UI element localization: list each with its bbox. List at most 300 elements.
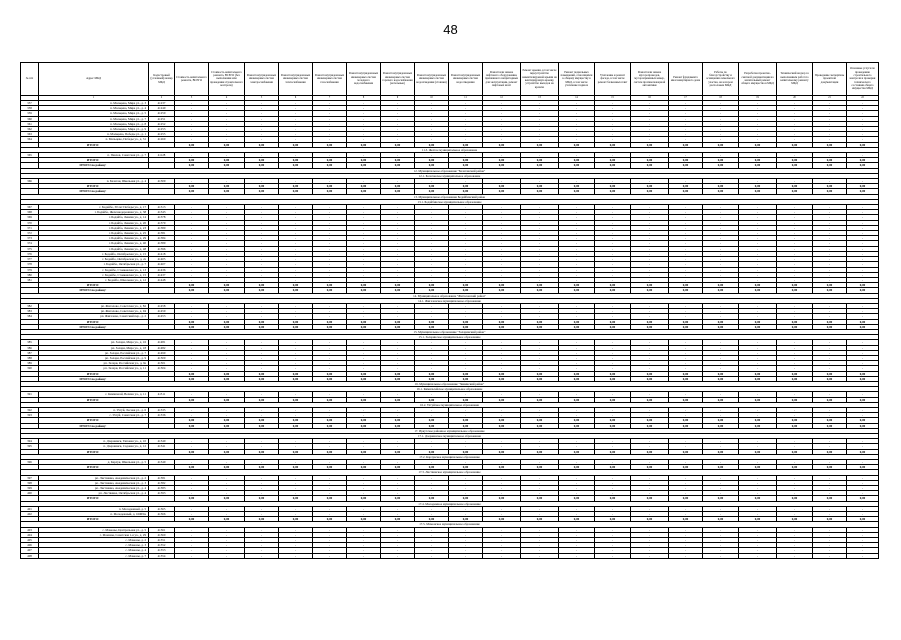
total-value: 0,00 [521, 319, 559, 324]
total-value: 0,00 [245, 142, 279, 147]
row-value: - [279, 272, 313, 277]
row-value: - [521, 480, 559, 485]
total-value: 0,00 [415, 449, 449, 454]
total-value: 0,00 [847, 397, 879, 402]
row-value: - [559, 527, 595, 532]
row-value: - [559, 553, 595, 558]
total-value: 0,00 [175, 449, 209, 454]
row-value: - [739, 257, 777, 262]
row-value: - [739, 361, 777, 366]
row-value: - [631, 257, 669, 262]
row-value: - [703, 303, 739, 308]
row-value: - [381, 241, 415, 246]
row-value: - [813, 132, 847, 137]
total-value: 0,00 [521, 142, 559, 147]
row-value: - [813, 512, 847, 517]
row-address: рп. Залари, Мира ул., д. 16 [39, 340, 149, 345]
total-value: 0,00 [669, 324, 703, 329]
row-address: г. Бодайбо, Ленина ул., д. 25 [39, 231, 149, 236]
row-value: - [777, 225, 813, 230]
total-value: 0,00 [313, 189, 347, 194]
total-value: 0,00 [175, 163, 209, 168]
row-value: - [669, 225, 703, 230]
row-value: - [521, 392, 559, 397]
row-value: - [669, 137, 703, 142]
row-value: - [739, 548, 777, 553]
row-value: - [777, 486, 813, 491]
total-value: 0,00 [521, 517, 559, 522]
total-value: 0,00 [279, 371, 313, 376]
row-value: - [209, 413, 245, 418]
total-value: 0,00 [739, 184, 777, 189]
total-value: 0,00 [483, 449, 521, 454]
row-value: - [777, 392, 813, 397]
row-address: с. Мамоны, Советская 1-я ул., д. 29 [39, 532, 149, 537]
total-value: 0,00 [209, 397, 245, 402]
row-value: - [175, 444, 209, 449]
total-value: 0,00 [739, 283, 777, 288]
column-header: Ремонт внутридомовых инженерных систем электроснабжения [245, 63, 279, 96]
row-address: с. Мамоны, Центральная ул., д. 5 [39, 527, 149, 532]
row-value: - [175, 205, 209, 210]
row-value: - [347, 527, 381, 532]
column-header: Ремонт или замена мусоропроводов, мусороприемных камер, систем противопожарной автоматики [631, 63, 669, 96]
row-value: - [245, 303, 279, 308]
row-value: - [777, 506, 813, 511]
row-value: - [415, 355, 449, 360]
total-value: 0,00 [847, 189, 879, 194]
row-value: - [777, 262, 813, 267]
row-value: - [449, 251, 483, 256]
row-value: - [245, 486, 279, 491]
total-value: 0,00 [703, 319, 739, 324]
row-value: - [381, 553, 415, 558]
total-value: 0,00 [739, 465, 777, 470]
row-value: - [381, 350, 415, 355]
row-value: - [521, 527, 559, 532]
row-value: - [739, 444, 777, 449]
row-value: - [559, 251, 595, 256]
total-value: 0,00 [847, 376, 879, 381]
row-value: - [313, 439, 347, 444]
total-value: 0,00 [669, 163, 703, 168]
index-cell: 13 [521, 96, 559, 101]
total-value: 0,00 [175, 397, 209, 402]
row-value: - [415, 340, 449, 345]
row-value: - [847, 153, 879, 158]
row-value: - [847, 246, 879, 251]
row-address: г. Бодайбо, Ленина ул., д. 23 [39, 225, 149, 230]
row-value: - [279, 225, 313, 230]
column-header: Ремонт внутридомовых инженерных систем теплоснабжения [279, 63, 313, 96]
total-value: 0,00 [521, 376, 559, 381]
row-value: - [483, 532, 521, 537]
total-value: 0,00 [669, 465, 703, 470]
total-value: 0,00 [739, 319, 777, 324]
total-value: 0,00 [559, 517, 595, 522]
row-value: - [245, 241, 279, 246]
row-value: - [813, 220, 847, 225]
row-value: - [209, 257, 245, 262]
row-value: - [175, 512, 209, 517]
total-value: 0,00 [813, 158, 847, 163]
row-value: - [381, 267, 415, 272]
row-value: - [813, 340, 847, 345]
row-value: - [813, 543, 847, 548]
row-value: - [483, 355, 521, 360]
row-value: - [209, 444, 245, 449]
total-value: 0,00 [279, 158, 313, 163]
row-value: - [521, 548, 559, 553]
row-value: - [279, 137, 313, 142]
total-value: 0,00 [381, 142, 415, 147]
total-value: 0,00 [175, 418, 209, 423]
row-value: - [703, 225, 739, 230]
total-label: ИТОГО: [39, 371, 149, 376]
row-value: - [703, 272, 739, 277]
total-value: 0,00 [669, 283, 703, 288]
row-value: - [381, 101, 415, 106]
row-value: - [813, 460, 847, 465]
row-value: - [347, 137, 381, 142]
column-header: Адрес МКД [39, 63, 149, 96]
row-value: - [175, 392, 209, 397]
row-value: - [847, 132, 879, 137]
row-value: - [347, 491, 381, 496]
row-value: - [703, 111, 739, 116]
row-value: - [175, 475, 209, 480]
total-value: 0,00 [209, 288, 245, 293]
row-value: - [703, 127, 739, 132]
row-value: - [669, 543, 703, 548]
row-cadastral: 41250 [149, 111, 175, 116]
row-value: - [209, 241, 245, 246]
row-cadastral: 41378 [149, 215, 175, 220]
row-value: - [381, 392, 415, 397]
row-value: - [449, 444, 483, 449]
total-value: 0,00 [847, 449, 879, 454]
total-label: ИТОГО: [39, 142, 149, 147]
row-value: - [813, 444, 847, 449]
row-value: - [739, 512, 777, 517]
row-value: - [175, 132, 209, 137]
row-address: с. Мамоны, д. 4 [39, 548, 149, 553]
row-value: - [777, 553, 813, 558]
total-label: ИТОГО по району: [39, 163, 149, 168]
total-value: 0,00 [595, 496, 631, 501]
total-value: 0,00 [703, 288, 739, 293]
total-value: 0,00 [483, 163, 521, 168]
total-value: 0,00 [347, 288, 381, 293]
total-value: 0,00 [279, 184, 313, 189]
row-value: - [739, 179, 777, 184]
index-cell: 12 [483, 96, 521, 101]
total-value: 0,00 [449, 184, 483, 189]
row-value: - [559, 355, 595, 360]
total-value: 0,00 [279, 142, 313, 147]
total-value: 0,00 [347, 283, 381, 288]
row-cadastral: 41561 [149, 527, 175, 532]
row-value: - [559, 309, 595, 314]
row-value: - [209, 350, 245, 355]
row-value: - [313, 153, 347, 158]
row-value: - [415, 106, 449, 111]
row-value: - [313, 548, 347, 553]
row-value: - [777, 512, 813, 517]
row-value: - [703, 314, 739, 319]
total-value: 0,00 [631, 423, 669, 428]
total-value: 0,00 [449, 189, 483, 194]
row-value: - [415, 246, 449, 251]
row-number: 375 [21, 246, 39, 251]
row-value: - [209, 205, 245, 210]
row-cadastral: 41379 [149, 220, 175, 225]
row-value: - [847, 179, 879, 184]
row-value: - [777, 132, 813, 137]
row-value: - [245, 215, 279, 220]
row-value: - [449, 527, 483, 532]
row-number: 397 [21, 475, 39, 480]
row-value: - [521, 267, 559, 272]
row-value: - [559, 361, 595, 366]
row-cadastral: 41128 [149, 153, 175, 158]
row-value: - [449, 506, 483, 511]
total-value: 0,00 [415, 163, 449, 168]
row-value: - [739, 506, 777, 511]
row-cadastral: 41251 [149, 116, 175, 121]
total-value: 0,00 [381, 465, 415, 470]
total-value: 0,00 [449, 163, 483, 168]
row-value: - [847, 444, 879, 449]
total-value: 0,00 [813, 288, 847, 293]
row-value: - [245, 527, 279, 532]
row-value: - [595, 309, 631, 314]
row-value: - [847, 215, 879, 220]
row-value: - [739, 407, 777, 412]
total-value: 0,00 [559, 371, 595, 376]
total-value: 0,00 [521, 397, 559, 402]
row-value: - [595, 272, 631, 277]
row-value: - [559, 101, 595, 106]
total-value: 0,00 [449, 142, 483, 147]
row-value: - [669, 392, 703, 397]
row-value: - [415, 251, 449, 256]
total-value: 0,00 [847, 283, 879, 288]
row-value: - [209, 106, 245, 111]
row-value: - [449, 101, 483, 106]
total-value: 0,00 [813, 465, 847, 470]
repair-table-sheet [20, 62, 876, 559]
row-value: - [449, 543, 483, 548]
row-value: - [279, 548, 313, 553]
row-value: - [415, 460, 449, 465]
row-number: 383 [21, 309, 39, 314]
row-value: - [595, 267, 631, 272]
row-value: - [703, 179, 739, 184]
row-value: - [313, 538, 347, 543]
total-value: 0,00 [175, 142, 209, 147]
row-value: - [777, 246, 813, 251]
row-value: - [175, 220, 209, 225]
row-value: - [847, 512, 879, 517]
row-value: - [739, 205, 777, 210]
row-value: - [669, 179, 703, 184]
row-value: - [209, 527, 245, 532]
row-value: - [209, 215, 245, 220]
row-value: - [245, 137, 279, 142]
row-value: - [631, 543, 669, 548]
row-value: - [245, 475, 279, 480]
total-value: 0,00 [559, 449, 595, 454]
row-value: - [739, 277, 777, 282]
row-value: - [813, 480, 847, 485]
total-value: 0,00 [559, 465, 595, 470]
row-value: - [415, 179, 449, 184]
row-value: - [175, 506, 209, 511]
row-value: - [631, 350, 669, 355]
row-value: - [279, 116, 313, 121]
total-value: 0,00 [595, 184, 631, 189]
row-value: - [631, 267, 669, 272]
row-value: - [703, 538, 739, 543]
total-value: 0,00 [415, 418, 449, 423]
row-value: - [669, 480, 703, 485]
total-value: 0,00 [847, 423, 879, 428]
row-number: 396 [21, 460, 39, 465]
row-value: - [669, 215, 703, 220]
total-value: 0,00 [777, 397, 813, 402]
row-value: - [381, 106, 415, 111]
row-value: - [347, 225, 381, 230]
row-value: - [703, 251, 739, 256]
table-body [21, 96, 879, 559]
total-value: 0,00 [739, 158, 777, 163]
row-value: - [175, 486, 209, 491]
row-number: 367 [21, 205, 39, 210]
row-value: - [631, 106, 669, 111]
row-value: - [415, 137, 449, 142]
total-value: 0,00 [813, 324, 847, 329]
row-value: - [521, 127, 559, 132]
row-value: - [669, 512, 703, 517]
row-value: - [279, 480, 313, 485]
row-value: - [381, 355, 415, 360]
row-value: - [483, 257, 521, 262]
row-value: - [847, 361, 879, 366]
row-value: - [631, 345, 669, 350]
row-value: - [347, 407, 381, 412]
row-value: - [313, 444, 347, 449]
row-value: - [595, 350, 631, 355]
row-number: 401 [21, 506, 39, 511]
row-value: - [631, 355, 669, 360]
total-value: 0,00 [175, 496, 209, 501]
row-value: - [279, 121, 313, 126]
row-value: - [347, 101, 381, 106]
row-value: - [595, 361, 631, 366]
row-value: - [415, 220, 449, 225]
row-value: - [813, 314, 847, 319]
row-value: - [631, 506, 669, 511]
row-value: - [777, 231, 813, 236]
row-value: - [631, 251, 669, 256]
row-value: - [777, 532, 813, 537]
row-value: - [595, 262, 631, 267]
column-header: Ремонт внутридомовых инженерных систем холодного водоснабжения [347, 63, 381, 96]
row-value: - [631, 272, 669, 277]
row-value: - [347, 345, 381, 350]
row-value: - [669, 340, 703, 345]
row-value: - [175, 340, 209, 345]
total-value: 0,00 [313, 184, 347, 189]
row-value: - [483, 444, 521, 449]
row-value: - [279, 460, 313, 465]
row-address: рп. Листвянка, Академическая ул., д. 3 [39, 480, 149, 485]
row-value: - [415, 205, 449, 210]
row-value: - [381, 527, 415, 532]
row-value: - [245, 548, 279, 553]
total-value: 0,00 [559, 423, 595, 428]
row-value: - [777, 413, 813, 418]
total-value: 0,00 [595, 288, 631, 293]
row-value: - [449, 345, 483, 350]
row-value: - [209, 345, 245, 350]
row-value: - [347, 439, 381, 444]
row-value: - [703, 246, 739, 251]
row-number: 373 [21, 236, 39, 241]
total-value: 0,00 [381, 423, 415, 428]
row-value: - [595, 137, 631, 142]
total-value: 0,00 [703, 142, 739, 147]
row-value: - [245, 106, 279, 111]
total-value: 0,00 [449, 418, 483, 423]
row-value: - [415, 532, 449, 537]
total-value: 0,00 [847, 465, 879, 470]
row-cadastral: 41253 [149, 127, 175, 132]
row-value: - [559, 241, 595, 246]
total-value: 0,00 [777, 283, 813, 288]
total-value: 0,00 [703, 283, 739, 288]
row-value: - [245, 444, 279, 449]
total-value: 0,00 [595, 158, 631, 163]
row-value: - [631, 210, 669, 215]
row-value: - [313, 116, 347, 121]
row-value: - [449, 303, 483, 308]
row-value: - [559, 121, 595, 126]
row-value: - [449, 309, 483, 314]
total-value: 0,00 [703, 163, 739, 168]
total-value: 0,00 [415, 376, 449, 381]
row-cadastral: 41453 [149, 314, 175, 319]
row-value: - [847, 486, 879, 491]
row-value: - [631, 413, 669, 418]
total-value: 0,00 [813, 163, 847, 168]
total-value: 0,00 [245, 324, 279, 329]
row-value: - [703, 480, 739, 485]
row-value: - [175, 491, 209, 496]
row-value: - [347, 392, 381, 397]
row-value: - [777, 106, 813, 111]
row-value: - [381, 548, 415, 553]
row-value: - [313, 179, 347, 184]
total-value: 0,00 [777, 423, 813, 428]
row-value: - [175, 127, 209, 132]
row-number: 363 [21, 132, 39, 137]
row-value: - [847, 355, 879, 360]
total-value: 0,00 [449, 288, 483, 293]
row-value: - [813, 179, 847, 184]
row-value: - [209, 532, 245, 537]
